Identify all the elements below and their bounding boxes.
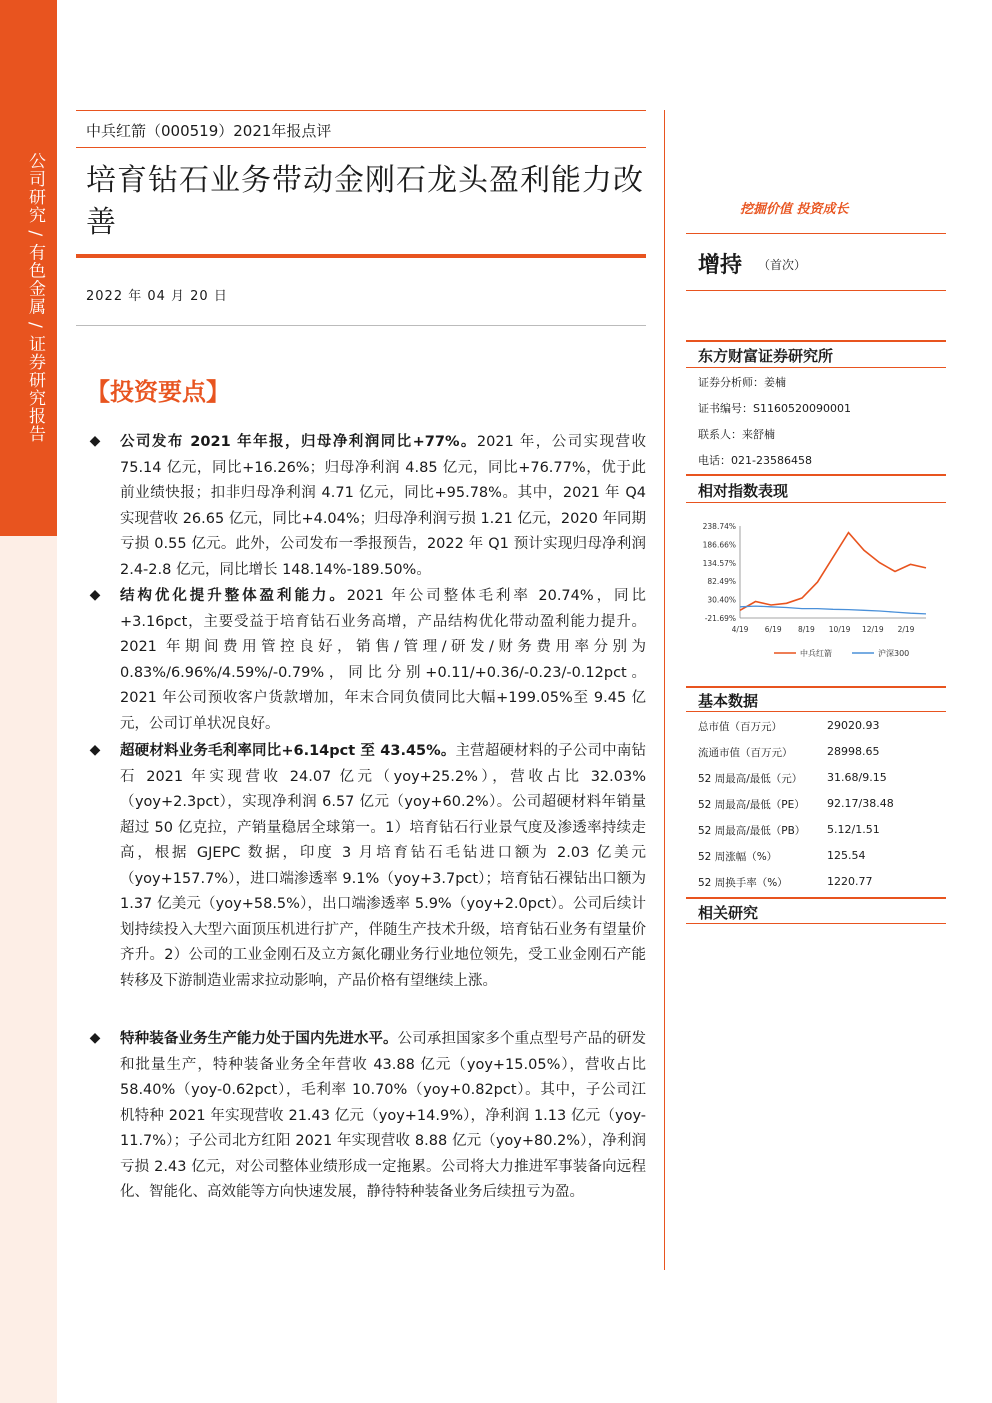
kv-value: 5.12/1.51 — [827, 823, 880, 836]
bullet-text: 公司承担国家多个重点型号产品的研发和批量生产，特种装备业务全年营收 43.88 亿元（yoy+15.05%），营收占比 58.40%（yoy-0.62pct），毛利率 10.70%（yoy+0.82pct）。其中，子公司江机特种 2021 年实现营收 21.43 亿元（yoy+14.9%），净利润 1.13 亿元（yoy-11.7%）；子公司北方红阳 2021 年实现营收 8.88 亿元（yoy+80.2%），净利润亏损 2.43 亿元，对公司整体业绩形成一定拖累。公司将大力推进军事装备向远程化、智能化、高效能等方向快速发展，静待特种装备业务后续扭亏为盈。 — [120, 1031, 646, 1200]
diamond-icon: ◆ — [89, 433, 101, 449]
kv-value: 1220.77 — [827, 875, 873, 888]
x-tick-label: 6/19 — [764, 625, 782, 634]
x-tick-label: 10/19 — [828, 625, 851, 634]
bullet-item — [86, 584, 646, 737]
bullet-item — [86, 1027, 646, 1206]
series-line-stock — [740, 533, 926, 611]
basic-title: 基本数据 — [698, 692, 759, 710]
rule — [686, 711, 946, 712]
x-tick-label: 2/19 — [897, 625, 915, 634]
bullet-lead: 特种装备业务生产能力处于国内先进水平。 — [120, 1031, 398, 1047]
y-tick-label: 238.74% — [702, 522, 736, 531]
y-tick-label: -21.69% — [704, 614, 736, 623]
top-rule — [76, 110, 646, 111]
kv-value: 28998.65 — [827, 745, 880, 758]
report-tag: 中兵红箭（000519）2021年报点评 — [86, 122, 332, 140]
institute-name: 东方财富证券研究所 — [698, 347, 834, 365]
kv-label: 52 周最高/最低（PB） — [698, 825, 806, 837]
cert-number: 证书编号：S1160520090001 — [698, 402, 851, 415]
bullet-text: 2021 年，公司实现营收 75.14 亿元，同比+16.26%；归母净利润 4.85 亿元，同比+76.77%，优于此前业绩快报；扣非归母净利润 4.71 亿元，同比+95.78%。其中，2021 年 Q4 实现营收 26.65 亿元，同比+4.04%；归母净利润亏损 1.21 亿元，2020 年同期亏损 0.55 亿元。此外，公司发布一季报预告，2022 年 Q1 预计实现归母净利润 2.4-2.8 亿元，同比增长 148.14%-189.50%。 — [120, 434, 646, 578]
x-tick-label: 12/19 — [861, 625, 884, 634]
diamond-icon: ◆ — [89, 742, 101, 758]
analyst: 证券分析师：姜楠 — [698, 376, 786, 389]
phone: 电话：021-23586458 — [698, 454, 812, 467]
tag-rule — [76, 147, 646, 148]
y-tick-label: 134.57% — [702, 558, 736, 568]
kv-label: 总市值（百万元） — [698, 721, 782, 733]
rating: 增持 — [698, 253, 743, 278]
kv-value: 31.68/9.15 — [827, 771, 887, 784]
rule — [686, 474, 946, 476]
kv-value: 92.17/38.48 — [827, 797, 894, 810]
kv-label: 52 周涨幅（%） — [698, 851, 778, 863]
diamond-icon: ◆ — [89, 587, 101, 603]
rule — [686, 502, 946, 503]
kv-label: 流通市值（百万元） — [698, 747, 793, 759]
page-title: 培育钻石业务带动金刚石龙头盈利能力改善 — [86, 163, 644, 240]
date-rule — [76, 325, 646, 326]
x-tick-label: 8/19 — [797, 625, 815, 634]
legend-label: 中兵红箭 — [800, 649, 832, 658]
column-divider — [664, 110, 665, 1270]
legend-label: 沪深300 — [878, 649, 910, 658]
rule — [686, 367, 946, 368]
contact: 联系人：来舒楠 — [698, 428, 775, 441]
kv-label: 52 周最高/最低（元） — [698, 773, 803, 785]
kv-value: 125.54 — [827, 849, 866, 862]
rule — [686, 686, 946, 688]
bullet-item — [86, 739, 646, 994]
bullet-lead: 超硬材料业务毛利率同比+6.14pct 至 43.45%。 — [120, 743, 456, 759]
section-title: 【投资要点】 — [86, 377, 230, 406]
slogan: 挖掘价值 投资成长 — [740, 202, 849, 217]
rule — [686, 340, 946, 342]
kv-value: 29020.93 — [827, 719, 880, 732]
bullet-item — [86, 430, 646, 583]
perf-title: 相对指数表现 — [698, 482, 789, 500]
title-rule — [76, 254, 646, 258]
bullet-text: 2021 年公司整体毛利率 20.74%，同比+3.16pct，主要受益于培育钻石业务高增，产品结构优化带动盈利能力提升。2021 年期间费用管控良好，销售/管理/研发/财务费用率分别为 0.83%/6.96%/4.59%/-0.79%，同比分别+0.11/+0.36/-0.23/-0.12pct。2021 年公司预收客户货款增加，年末合同负债同比大幅+199.05%至 9.45 亿元，公司订单状况良好。 — [120, 588, 646, 732]
kv-label: 52 周最高/最低（PE） — [698, 799, 805, 811]
rule — [686, 923, 946, 924]
bullet-text: 主营超硬材料的子公司中南钻石 2021 年实现营收 24.07 亿元（yoy+25.2%），营收占比 32.03%（yoy+2.3pct），实现净利润 6.57 亿元（yoy+60.2%）。公司超硬材料年销量超过 50 亿克拉，产销量稳居全球第一。1）培育钻石行业景气度及渗透率持续走高，根据 GJEPC 数据，印度 3 月培育钻石毛钻进口额为 2.03 亿美元（yoy+157.7%），进口端渗透率 9.1%（yoy+3.7pct）；培育钻石裸钻出口额为 1.37 亿美元（yoy+58.5%），出口端渗透率 5.9%（yoy+2.0pct）。公司后续计划持续投入大型六面顶压机进行扩产，伴随生产技术升级，培育钻石业务有望量价齐升。2）公司的工业金刚石及立方氮化硼业务行业地位领先，受工业金刚石产能转移及下游制造业需求拉动影响，产品价格有望继续上涨。 — [120, 743, 647, 989]
rule — [686, 233, 946, 234]
rating-note: （首次） — [758, 258, 807, 272]
y-tick-label: 82.49% — [707, 577, 736, 587]
kv-label: 52 周换手率（%） — [698, 877, 788, 889]
rule — [686, 290, 946, 291]
series-line-index — [740, 606, 926, 614]
report-date: 2022 年 04 月 20 日 — [86, 289, 228, 304]
y-tick-label: 30.40% — [707, 595, 736, 605]
y-tick-label: 186.66% — [702, 540, 736, 550]
report-category: 公司研究 / 有色金属 / 证券研究报告 — [25, 152, 45, 444]
bullet-lead: 公司发布 2021 年年报，归母净利润同比+77%。 — [120, 434, 477, 450]
related-title: 相关研究 — [698, 904, 759, 922]
rule — [686, 897, 946, 899]
bullet-lead: 结构优化提升整体盈利能力。 — [120, 588, 347, 604]
diamond-icon: ◆ — [89, 1030, 101, 1046]
x-tick-label: 4/19 — [731, 625, 749, 634]
performance-chart — [686, 518, 946, 670]
